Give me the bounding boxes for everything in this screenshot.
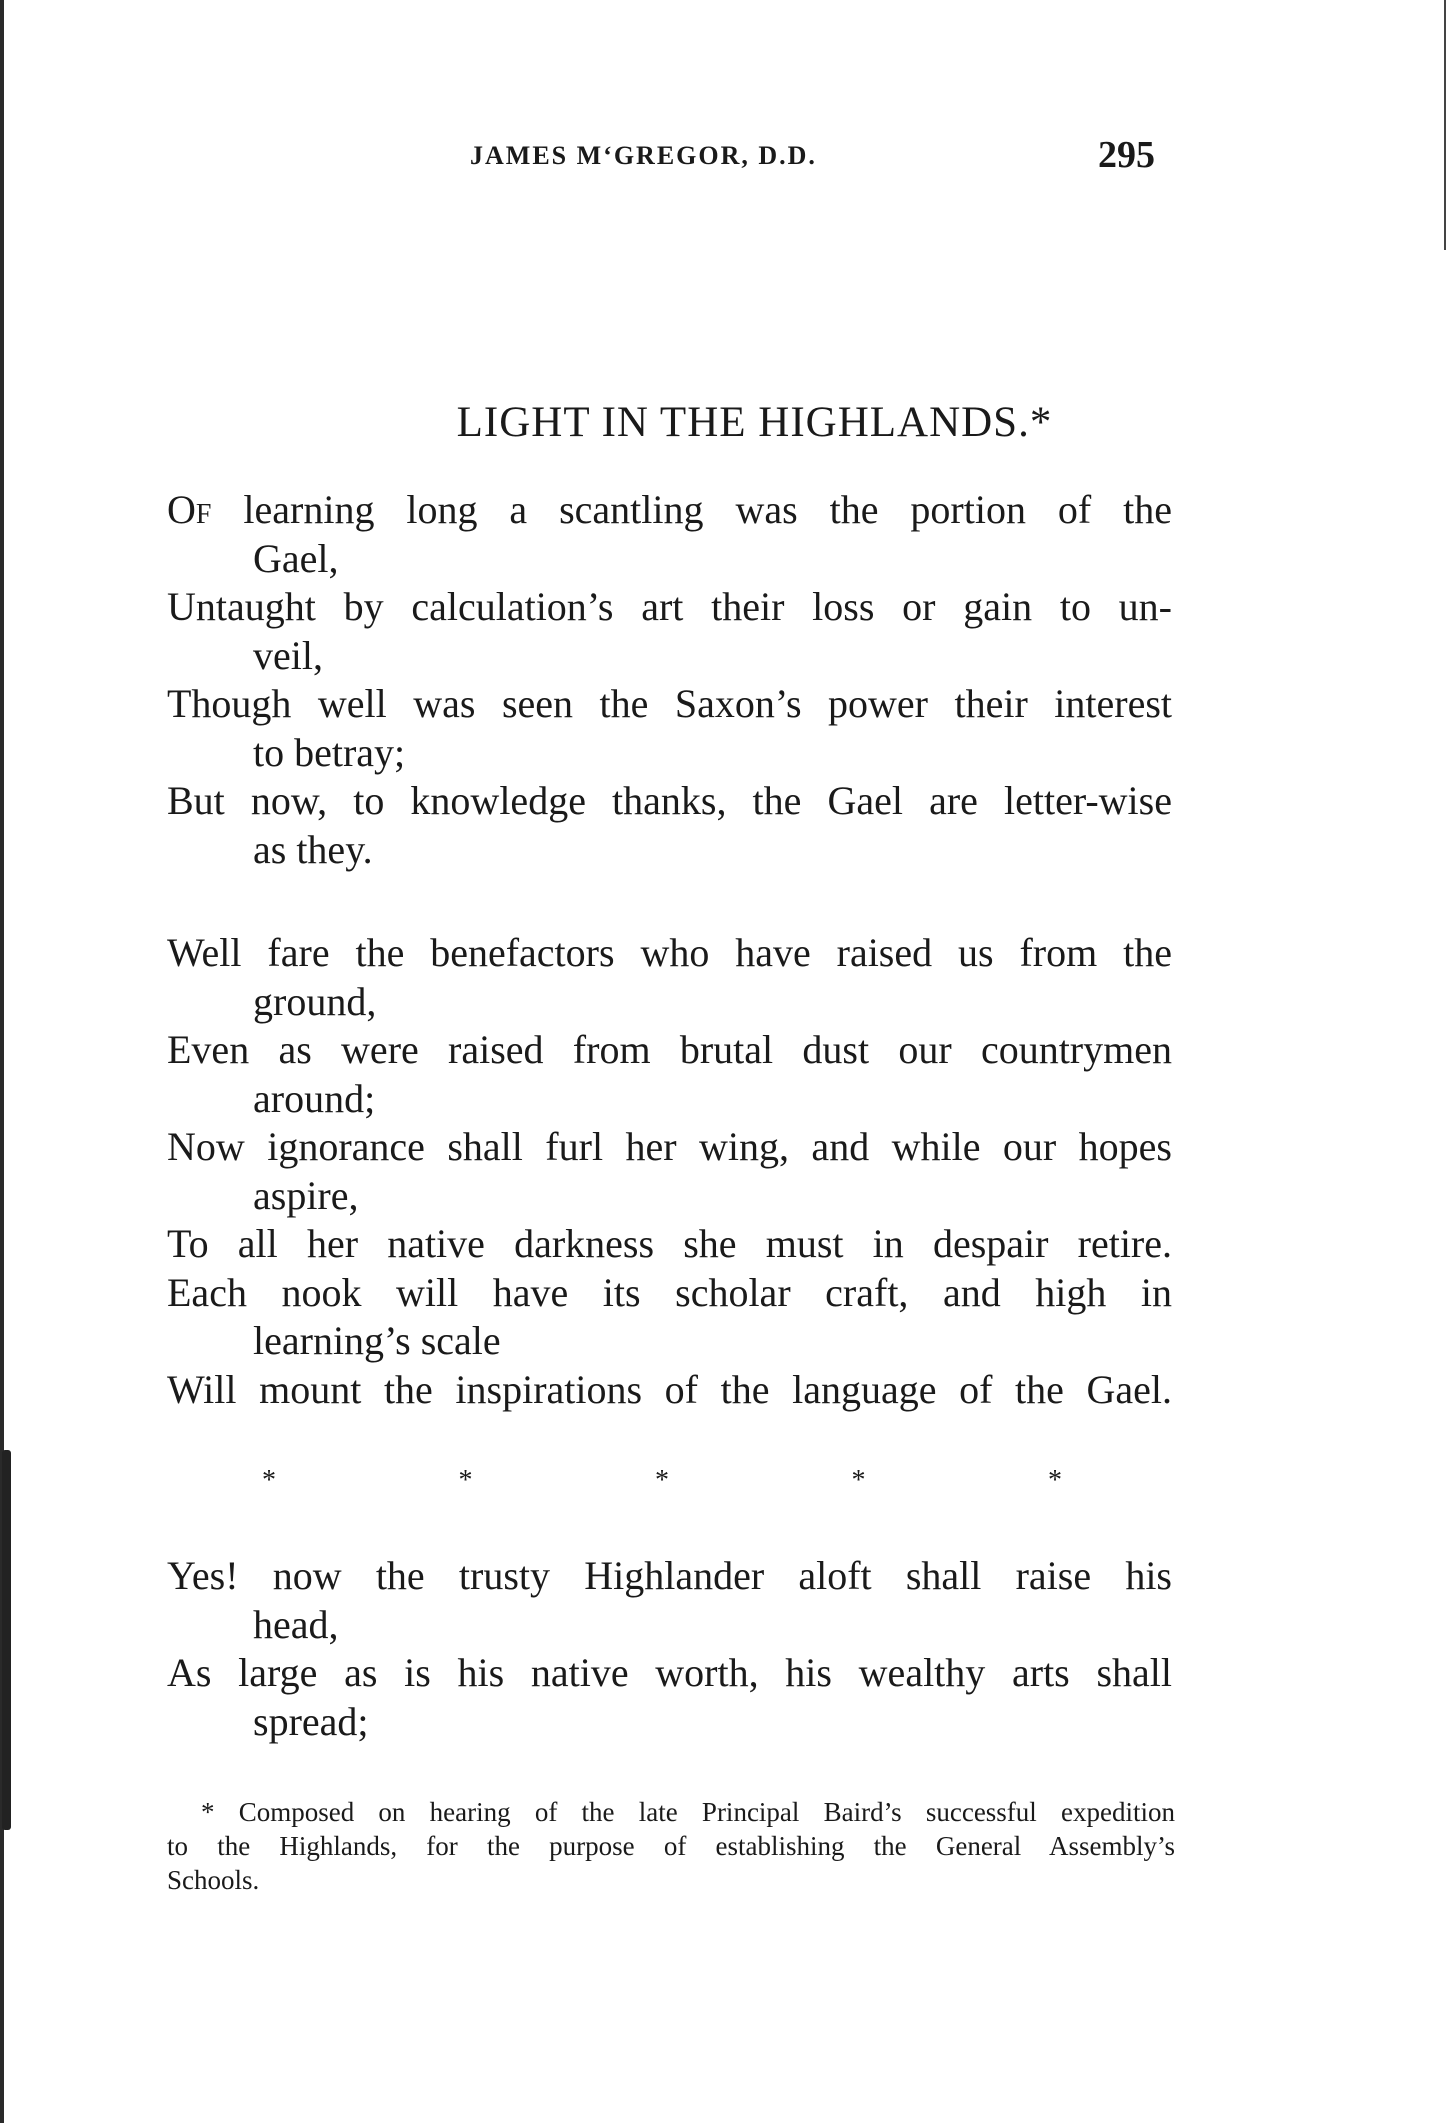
poem-line-continuation: spread; <box>253 1698 369 1744</box>
separator-asterisk: * <box>1048 1465 1062 1496</box>
separator-asterisk: * <box>655 1465 669 1496</box>
poem-line-continuation: as they. <box>253 826 373 872</box>
poem-line-continuation: learning’s scale <box>253 1318 501 1363</box>
running-head <box>0 133 1449 183</box>
poem-line-continuation: aspire, <box>253 1172 359 1218</box>
stanza-1 <box>167 486 1172 874</box>
poem-line: As large as is his native worth, his wealthy arts shall <box>167 1650 1172 1695</box>
poem-line-continuation: Gael, <box>253 535 339 581</box>
poem-line-continuation: to betray; <box>253 729 406 775</box>
page-right-edge <box>1444 0 1446 250</box>
separator-asterisk: * <box>262 1465 276 1496</box>
stanza-2 <box>167 929 1172 1414</box>
poem-line <box>167 486 1172 535</box>
footnote-line: Schools. <box>167 1865 260 1895</box>
poem-line: But now, to knowledge thanks, the Gael are letter-wise <box>167 778 1172 823</box>
poem-line-continuation: around; <box>253 1075 376 1121</box>
page-binding-shadow <box>2 1450 11 1830</box>
poem-line: To all her native darkness she must in despair retire. <box>167 1221 1172 1266</box>
poem-title: LIGHT IN THE HIGHLANDS.* <box>456 399 1053 446</box>
poem-line: Now ignorance shall furl her wing, and while our hopes <box>167 1124 1172 1169</box>
footnote-line: to the Highlands, for the purpose of establishing the General Assembly’s <box>167 1831 1175 1861</box>
section-separator <box>262 1465 1062 1497</box>
poem-line-continuation: head, <box>253 1601 339 1647</box>
poem-line: Even as were raised from brutal dust our countrymen <box>167 1027 1172 1072</box>
separator-asterisk: * <box>458 1465 473 1496</box>
stanza-3 <box>167 1552 1172 1746</box>
poem-line-continuation: veil, <box>253 632 323 678</box>
poem-line-text: learning long a scantling was the portion of the <box>211 487 1172 532</box>
separator-asterisk: * <box>851 1465 866 1496</box>
footnote-line: * Composed on hearing of the late Principal Baird’s successful expedition <box>201 1797 1175 1827</box>
poem-line-continuation: ground, <box>253 978 377 1024</box>
drop-cap-word: Of <box>167 487 212 532</box>
poem-line: Will mount the inspirations of the language of the Gael. <box>167 1366 1172 1412</box>
poem-line: Though well was seen the Saxon’s power their interest <box>167 681 1172 726</box>
page-number: 295 <box>1098 134 1155 176</box>
footnote <box>167 1795 1175 1897</box>
poem-line: Each nook will have its scholar craft, and high in <box>167 1269 1172 1315</box>
poem-line: Untaught by calculation’s art their loss or gain to un- <box>167 584 1172 629</box>
poem-line: Yes! now the trusty Highlander aloft shall raise his <box>167 1553 1172 1598</box>
running-head-title: JAMES M‘GREGOR, D.D. <box>470 141 817 170</box>
poem-line: Well fare the benefactors who have raised us from the <box>167 930 1172 975</box>
